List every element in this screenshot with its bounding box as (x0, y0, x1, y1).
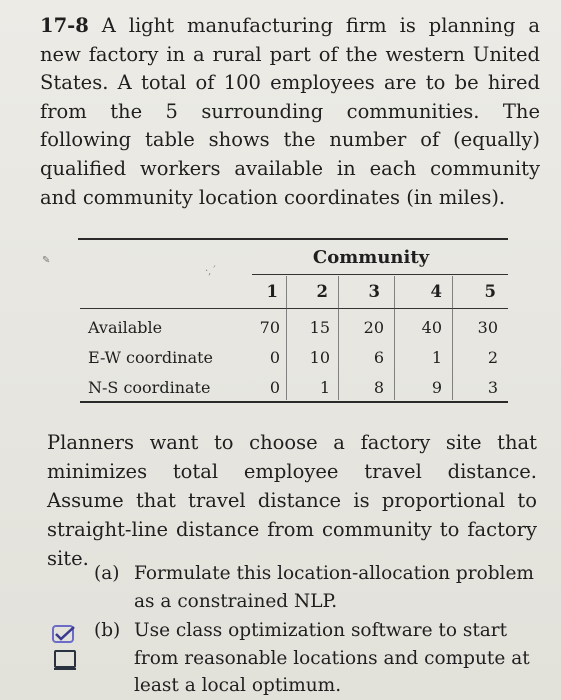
column-header: 2 (316, 282, 328, 301)
column-header: 4 (430, 282, 442, 301)
row-label: E-W coordinate (88, 348, 214, 367)
column-header: 5 (484, 282, 496, 301)
row-label: N-S coordinate (88, 378, 211, 397)
table-cell: 30 (477, 318, 498, 337)
part-a-label: (a) (94, 563, 120, 584)
table-cell: 20 (363, 318, 384, 337)
table-cell: 70 (259, 318, 280, 337)
part-a-text: Formulate this location-allocation problem as a constrained NLP. (134, 563, 534, 612)
table-cell: 2 (487, 348, 498, 367)
table-cell: 8 (373, 378, 384, 397)
column-divider (338, 276, 339, 400)
planners-paragraph: Planners want to choose a factory site that minimizes total employee travel distance. Assume that travel distance is proportional to straight-line distance from community to factory site. (47, 431, 537, 570)
smudge-mark-2: ·,ˊ (205, 266, 217, 277)
problem-text: A light manufacturing firm is planning a new factory in a rural part of the western United States. A total of 100 employees are to be hired from the 5 surrounding communities. The following table shows the number of (equally) qualified workers available in each community and community location coordinates (in miles). (40, 14, 540, 209)
table-cell: 15 (309, 318, 330, 337)
part-b-label: (b) (94, 620, 121, 641)
table-cell: 0 (269, 348, 280, 367)
table-cell: 6 (373, 348, 384, 367)
column-header: 1 (266, 282, 278, 301)
check-icon (52, 625, 78, 649)
row-label: Available (88, 318, 163, 337)
table-header-rule (80, 308, 508, 309)
column-divider (394, 276, 395, 400)
table-cell: 40 (421, 318, 442, 337)
table-cell: 10 (309, 348, 330, 367)
column-header: 3 (368, 282, 380, 301)
problem-number: 17-8 (40, 14, 89, 37)
table-cell: 0 (269, 378, 280, 397)
table-cell: 9 (431, 378, 442, 397)
column-divider (286, 276, 287, 400)
table-group-header: Community (312, 247, 430, 268)
group-header-rule (252, 274, 508, 275)
table-top-rule (78, 238, 508, 240)
table-cell: 3 (487, 378, 498, 397)
checkbox-icon (54, 650, 76, 668)
column-divider (452, 276, 453, 400)
problem-statement (40, 12, 540, 212)
smudge-mark: ✎ (42, 255, 51, 266)
table-cell: 1 (319, 378, 330, 397)
part-b-text: Use class optimization software to start from reasonable locations and compute at least a local optimum. (134, 620, 530, 696)
table-cell: 1 (431, 348, 442, 367)
table-bottom-rule (80, 401, 508, 403)
